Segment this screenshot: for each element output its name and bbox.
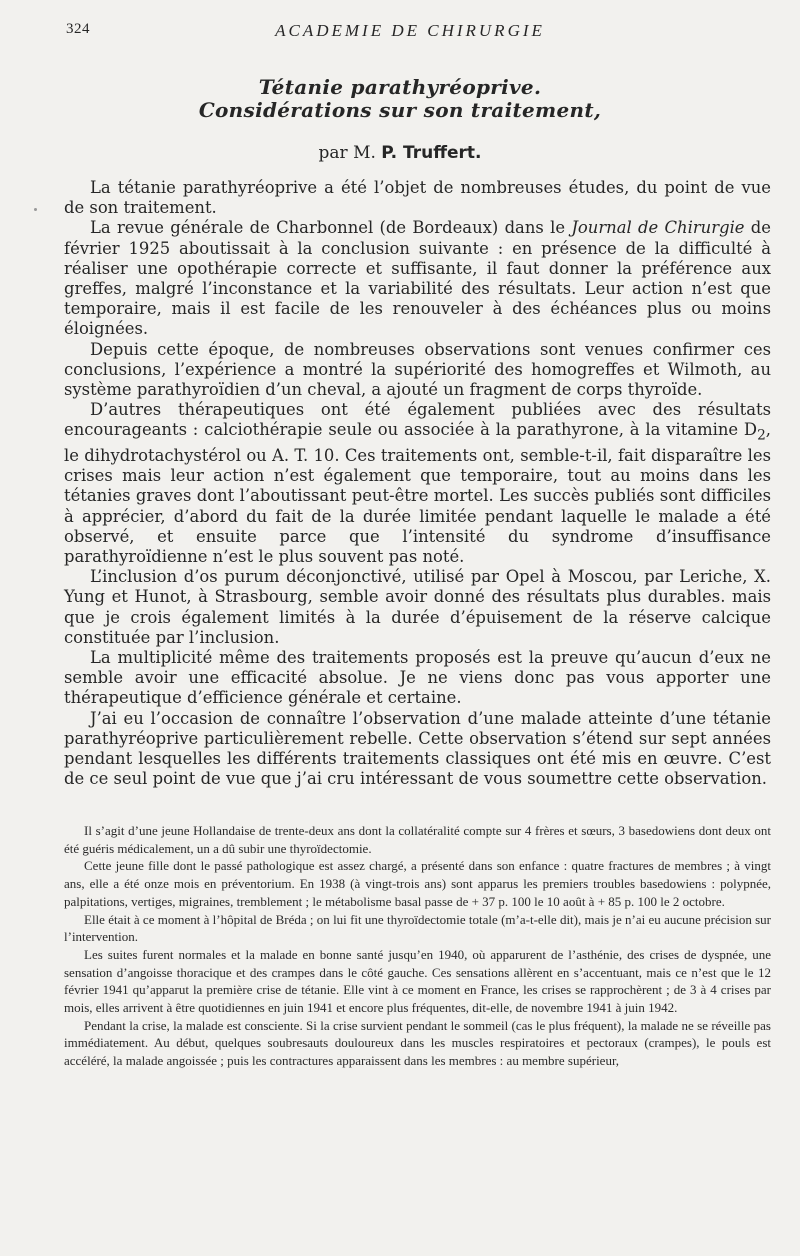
observation-paragraph: Cette jeune fille dont le passé pathologique est assez chargé, a présenté dans son enfance : quatre fractures de membres ; à vingt ans, elle a été onze mois en préventorium. En 1938 (à vingt-trois ans) sont apparus les premiers troubles basedowiens : polypnée, palpitations, vertiges, migraines, tremblement ; le métabolisme basal passe de + 37 p. 100 le 10 août à + 85 p. 100 le 2 octobre. — [64, 858, 771, 909]
paragraph: La tétanie parathyréoprive a été l’objet de nombreuses études, du point de vue de son traitement. — [64, 178, 771, 218]
page-number: 324 — [66, 21, 90, 37]
paragraph: La multiplicité même des traitements proposés est la preuve qu’aucun d’eux ne semble avoir une efficacité absolue. Je ne viens donc pas vous apporter une thérapeutique d’efficience générale et certaine. — [64, 647, 771, 708]
paragraph-text: , le dihydrotachystérol ou A. T. 10. Ces traitements ont, semble-t-il, fait disparaître les crises mais leur action n’est également que temporaire, tout au moins dans les tétanies graves dont l’aboutissant peut-être mortel. Les succès publiés sont difficiles à apprécier, d’abord du fait de la durée limitée pendant laquelle le malade a été observé, et ensuite parce que l’intensité du syndrome d’insuffisance parathyroïdienne n’est le plus souvent pas noté. — [64, 420, 771, 566]
observation-paragraph: Elle était à ce moment à l’hôpital de Bréda ; on lui fit une thyroïdectomie totale (m’a-t-elle dit), mais je n’ai eu aucune précision sur l’intervention. — [64, 911, 771, 945]
paragraph: Depuis cette époque, de nombreuses observations sont venues confirmer ces conclusions, l’expérience a montré la supériorité des homogreffes et Wilmoth, au système parathyroïdien d’un cheval, a ajouté un fragment de corps thyroïde. — [64, 339, 771, 400]
page-header — [66, 21, 754, 43]
running-title: ACADEMIE DE CHIRURGIE — [275, 21, 545, 40]
paragraph-text: La revue générale de Charbonnel (de Bordeaux) dans le — [90, 218, 572, 238]
byline — [60, 143, 740, 163]
paragraph-text: de février 1925 aboutissait à la conclusion suivante : en présence de la difficulté à réaliser une opothérapie correcte et suffisante, il faut donner la préférence aux greffes, malgré l’inconstance et la variabilité des résultats. Leur action n’est que temporaire, mais il est facile de les renouveler à des échéances plus ou moins éloignées. — [64, 218, 772, 339]
observation-paragraph: Les suites furent normales et la malade en bonne santé jusqu’en 1940, où apparurent de l’asthénie, des crises de dyspnée, une sensation d’angoisse thoracique et des crampes dans le côté gauche. Ces sensations allèrent en s’accentuant, mais ce n’est que le 12 février 1941 qu’apparut la première crise de tétanie. Elle vint à ce moment en France, les crises se rapprochèrent ; de 3 à 4 crises par mois, elles arrivent à être quotidiennes en juin 1941 et encore plus fréquentes, dit-elle, de novembre 1941 à juin 1942. — [64, 946, 771, 1016]
print-speck — [34, 208, 37, 211]
observation-paragraph: Pendant la crise, la malade est consciente. Si la crise survient pendant le sommeil (cas le plus fréquent), la malade ne se réveille pas immédiatement. Au début, quelques soubresauts douloureux dans les muscles respiratoires et pectoraux (crampes), le pouls est accéléré, la malade angoissée ; puis les contractures apparaissent dans les membres : au membre supérieur, — [64, 1017, 771, 1069]
subscript: 2 — [757, 427, 766, 444]
author-name: P. Truffert. — [381, 143, 482, 163]
paragraph-text: D’autres thérapeutiques ont été également publiées avec des résultats encourageants : calciothérapie seule ou associée à la parathyrone, à la vitamine D — [64, 400, 771, 440]
journal-title: Journal de Chirurgie — [571, 218, 745, 238]
paragraph — [64, 400, 771, 567]
article-title-line-1: Tétanie parathyréoprive. — [258, 75, 542, 99]
paragraph: J’ai eu l’occasion de connaître l’observation d’une malade atteinte d’une tétanie parathyréoprive particulièrement rebelle. Cette observation s’étend sur sept années pendant lesquelles les différents traitements classiques ont été mis en œuvre. C’est de ce seul point de vue que j’ai cru intéressant de vous soumettre cette observation. — [64, 708, 771, 789]
case-observation — [64, 822, 771, 1070]
observation-paragraph: Il s’agit d’une jeune Hollandaise de trente-deux ans dont la collatéralité compte sur 4 frères et sœurs, 3 basedowiens dont deux ont été guéris médicalement, un a dû subir une thyroïdectomie. — [64, 823, 771, 856]
paragraph — [64, 218, 771, 339]
paragraph: L’inclusion d’os purum déconjonctivé, utilisé par Opel à Moscou, par Leriche, X. Yung et Hunot, à Strasbourg, semble avoir donné des résultats plus durables. mais que je crois également limités à la durée d’épuisement de la réserve calcique constituée par l’inclusion. — [64, 567, 771, 647]
article-title-line-2: Considérations sur son traitement, — [198, 98, 602, 122]
byline-prefix: par M. — [318, 143, 376, 163]
article-body — [64, 178, 771, 789]
article-title-block — [60, 76, 740, 163]
